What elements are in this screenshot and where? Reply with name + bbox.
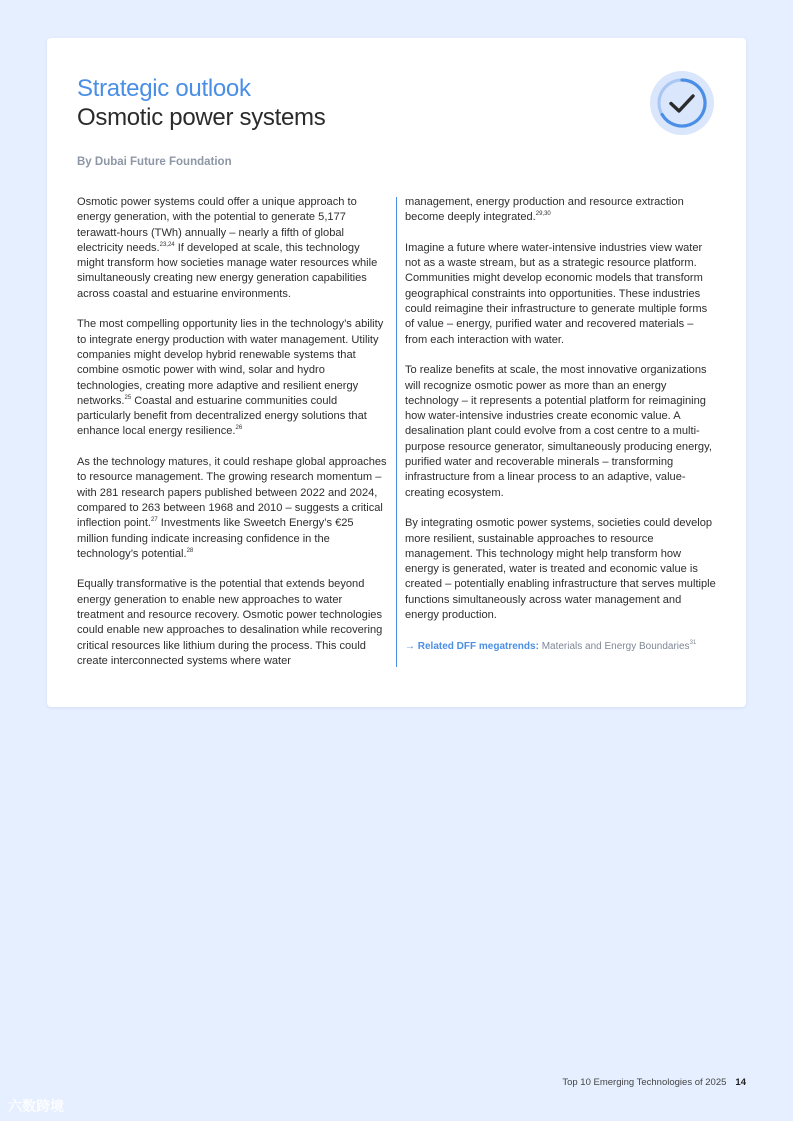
paragraph: The most compelling opportunity lies in the technology’s ability to integrate energy production with water management. Utility companies might develop hybrid renewable systems that combine osmotic power with wind, solar and hydro technologies, creating more adaptive and resilient energy networks.$^{25}$ Coastal and estuarine communities could particularly benefit from decentralized energy solutions that enhance local energy resilience.$^{26}$ <box>77 318 384 438</box>
paragraph: management, energy production and resource extraction become deeply integrated.$^{29,30}$ <box>405 196 684 224</box>
page-number: 14 <box>735 1077 746 1088</box>
paragraph: Imagine a future where water-intensive industries view water not as a waste stream, but as a strategic resource platform. Communities might develop economic models that transform geographical constraints into opportunities. These industries could reimagine their infrastructure to generate multiple forms of value – energy, purified water and recovered materials – from each interaction with water. <box>405 241 708 346</box>
paragraph: As the technology matures, it could reshape global approaches to resource management. The growing research momentum – with 281 research papers published between 2022 and 2024, compared to 263 between 1968 and 2010 – suggests a critical inflection point.$^{27}$ Investments like Sweetch Energy’s €25 million funding indicate increasing confidence in the technology’s potential.$^{28}$ <box>77 456 387 560</box>
article-card <box>47 38 746 707</box>
paragraph: To realize benefits at scale, the most innovative organizations will recognize osmotic power as more than an energy technology – it represents a potential platform for reimagining how water-intensive industries create economic value. A desalination plant could evolve from a cost centre to a multi-purpose resource generator, simultaneously producing energy, purified water and recoverable minerals – transforming infrastructure from a linear process to an adaptive, value-creating ecosystem. <box>405 364 712 499</box>
related-megatrends-link[interactable]: → Related DFF megatrends: Materials and Energy Boundaries$^{31}$ <box>405 639 697 652</box>
section-kicker: Strategic outlook <box>77 75 251 102</box>
paragraph: Osmotic power systems could offer a unique approach to energy generation, with the potential to generate 5,177 terawatt-hours (TWh) annually – nearly a fifth of global electricity needs.$^{23,24}$ If developed at scale, this technology might transform how societies manage water resources while simultaneously creating new energy generation capabilities across coastal and estuarine environments. <box>77 196 378 300</box>
related-lead: → Related DFF megatrends: <box>405 640 539 652</box>
check-badge <box>649 70 715 136</box>
byline: By Dubai Future Foundation <box>77 156 232 168</box>
paragraph: By integrating osmotic power systems, societies could develop more resilient, sustainable approaches to resource management. This technology might help transform how energy is generated, water is treated and economic value is created – potentially enabling infrastructure that serves multiple functions simultaneously across water management and energy production. <box>405 517 716 622</box>
related-text: Materials and Energy Boundaries <box>538 640 690 652</box>
check-icon <box>649 70 715 136</box>
left-column <box>77 195 387 669</box>
page-footer <box>562 1077 746 1088</box>
page-title: Osmotic power systems <box>77 104 326 131</box>
right-column <box>405 195 718 654</box>
footer-title: Top 10 Emerging Technologies of 2025 <box>562 1077 727 1088</box>
paragraph: Equally transformative is the potential that extends beyond energy generation to enable new approaches to water treatment and resource recovery. Osmotic power technologies could enable new approaches to desalination while recovering critical resources like lithium during the process. This could create interconnected systems where water <box>77 578 383 667</box>
watermark-logo: 六数跨境 <box>8 1098 64 1114</box>
column-divider <box>396 197 397 667</box>
